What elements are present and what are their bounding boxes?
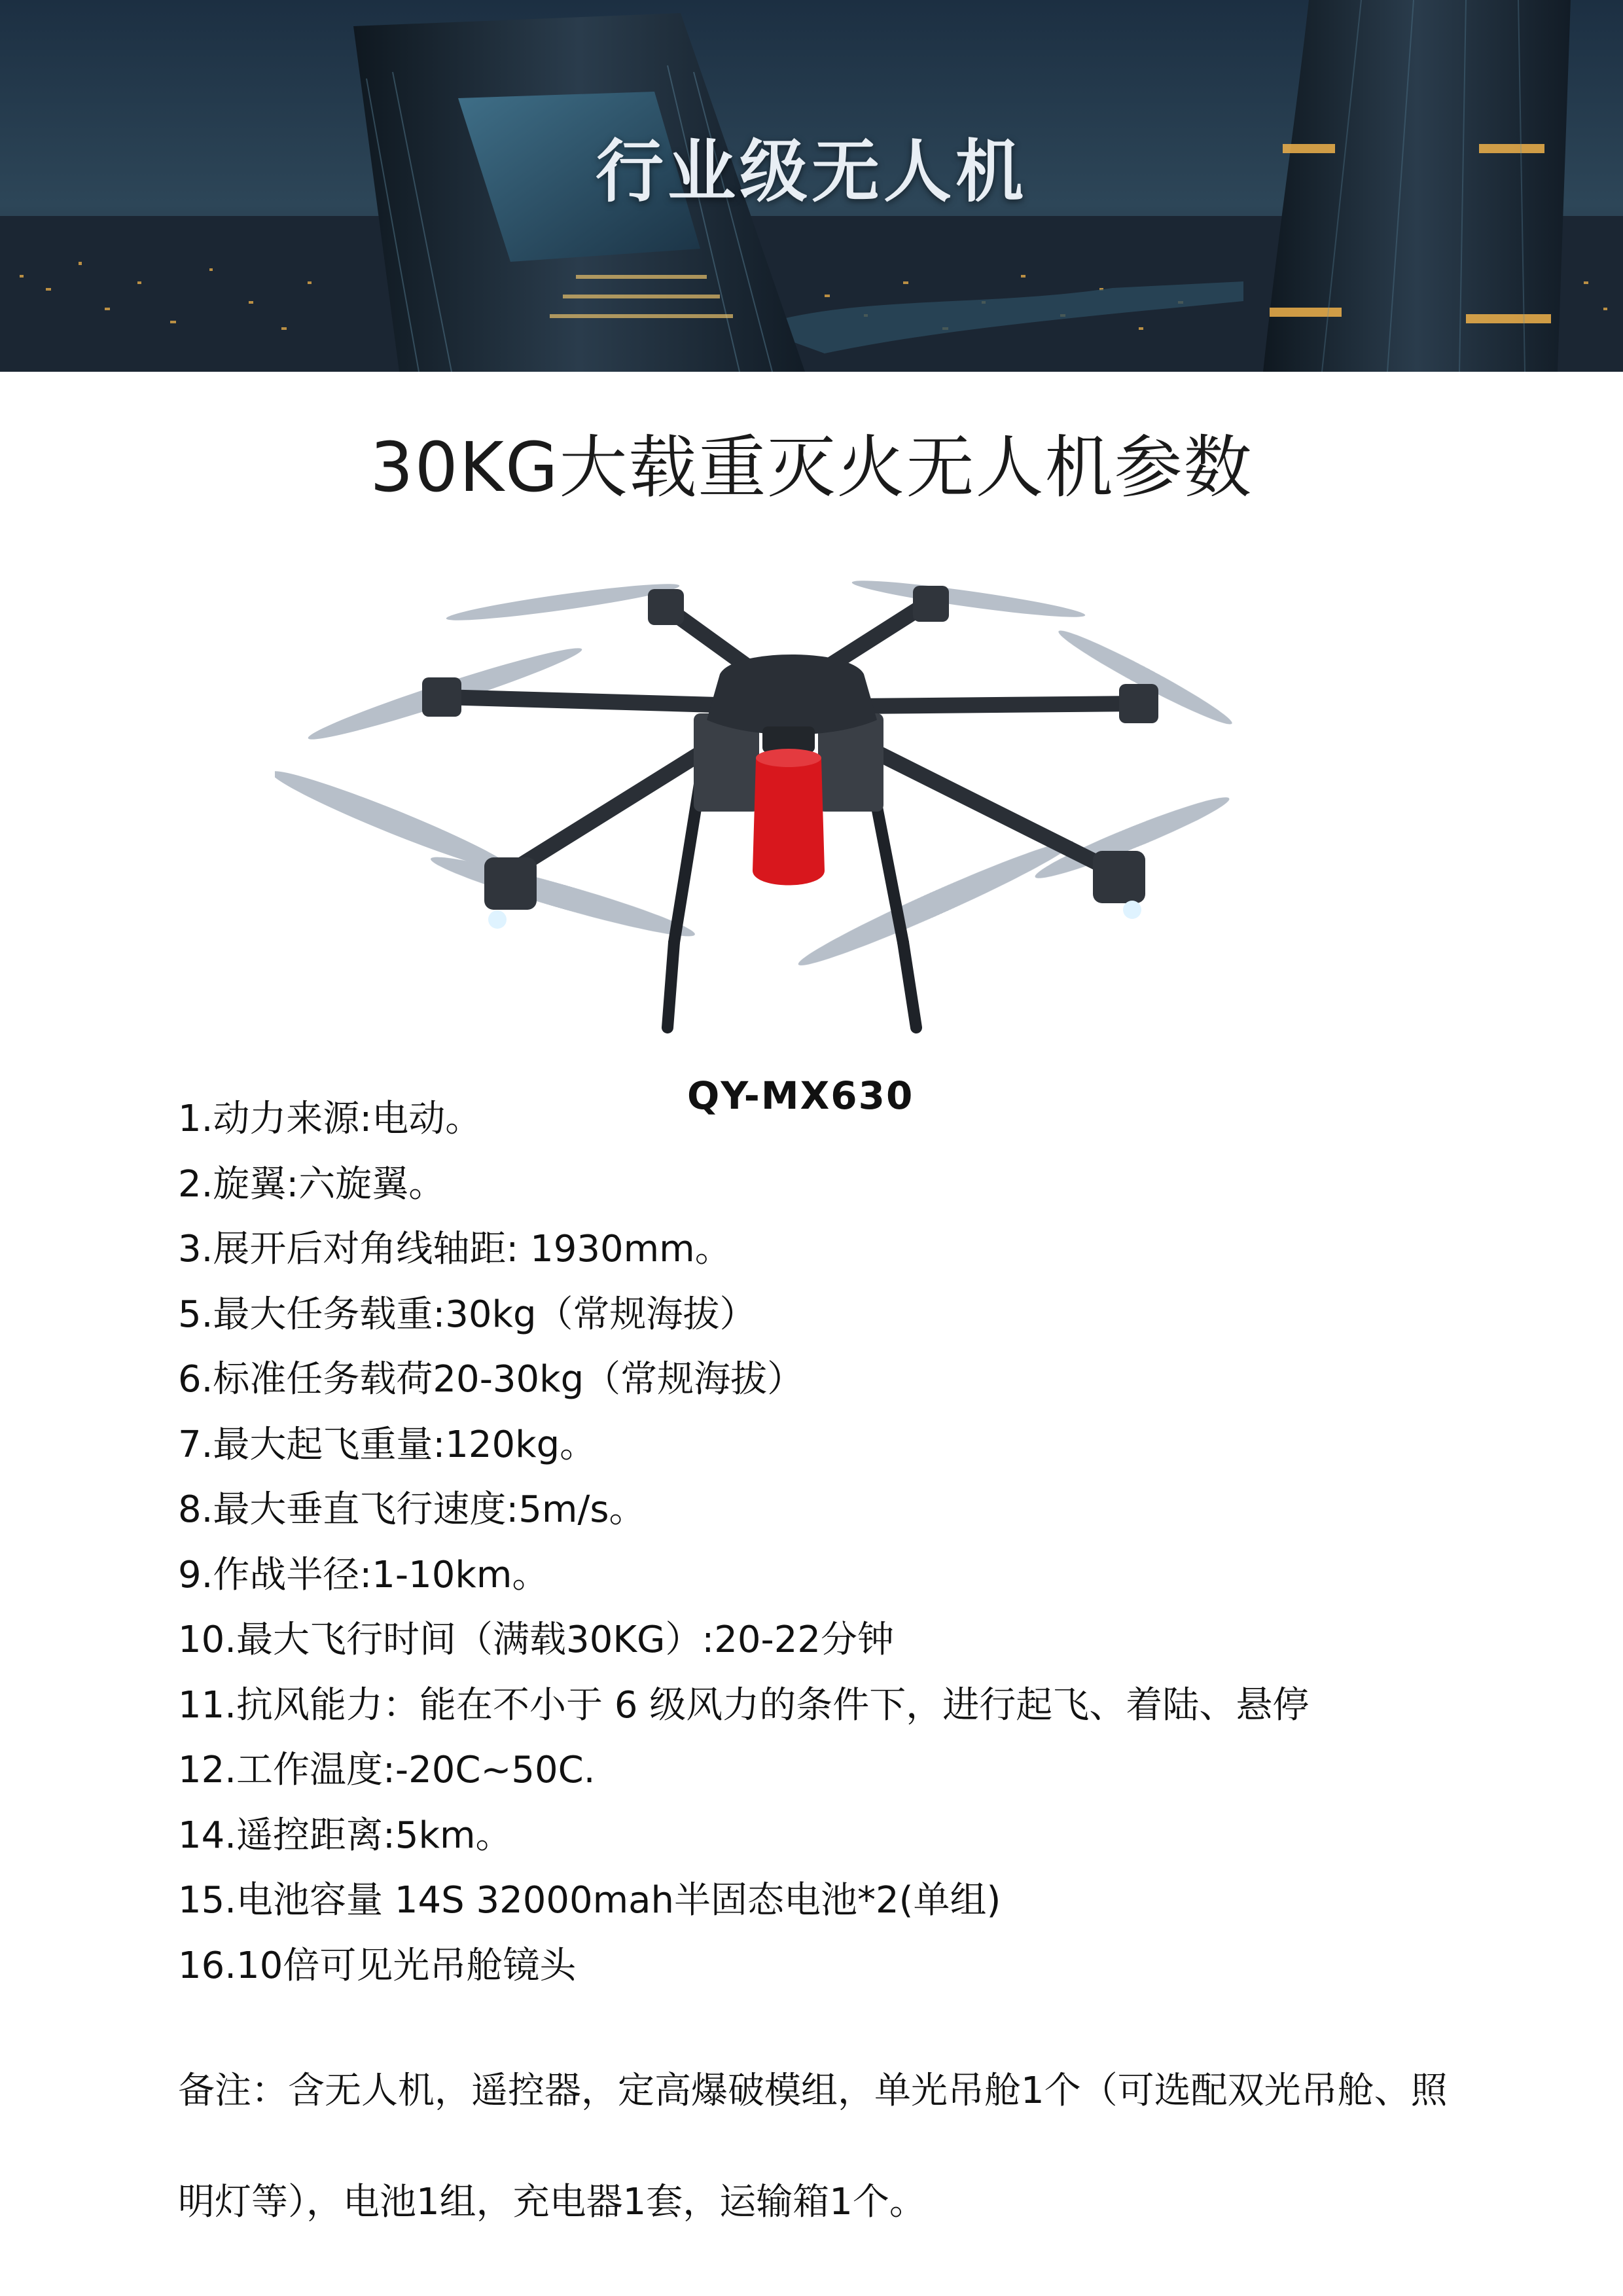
spec-item: 16.10倍可见光吊舱镜头 — [178, 1944, 577, 1987]
header-banner — [0, 0, 1623, 372]
spec-item: 12.工作温度:-20C~50C. — [178, 1749, 596, 1791]
page-title: 30KG大载重灭火无人机参数 — [370, 427, 1253, 507]
spec-item: 3.展开后对角线轴距: 1930mm。 — [178, 1228, 732, 1270]
spec-item: 9.作战半径:1-10km。 — [178, 1553, 549, 1596]
remarks-note: 备注：含无人机，遥控器，定高爆破模组，单光吊舱1个（可选配双光吊舱、照明灯等），电池1组，充电器1套，运输箱1个。 — [178, 2070, 1448, 2223]
spec-item: 15.电池容量 14S 32000mah半固态电池*2(单组) — [178, 1879, 1001, 1922]
spec-item: 7.最大起飞重量:120kg。 — [178, 1423, 597, 1466]
spec-item: 5.最大任务载重:30kg（常规海拔） — [178, 1293, 757, 1336]
drone-product-image — [275, 563, 1296, 1060]
spec-item: 10.最大飞行时间（满载30KG）:20-22分钟 — [178, 1619, 895, 1661]
spec-list — [178, 1086, 1487, 1998]
spec-item: 8.最大垂直飞行速度:5m/s。 — [178, 1488, 646, 1531]
model-number: QY-MX630 — [687, 1073, 914, 1118]
spec-item: 6.标准任务载荷20-30kg（常规海拔） — [178, 1358, 804, 1401]
spec-item: 11.抗风能力：能在不小于 6 级风力的条件下，进行起飞、着陆、悬停 — [178, 1683, 1310, 1727]
spec-item: 14.遥控距离:5km。 — [178, 1814, 512, 1857]
spec-item: 1.动力来源:电动。 — [178, 1098, 482, 1140]
spec-item: 2.旋翼:六旋翼。 — [178, 1162, 446, 1206]
banner-title: 行业级无人机 — [595, 132, 1027, 211]
